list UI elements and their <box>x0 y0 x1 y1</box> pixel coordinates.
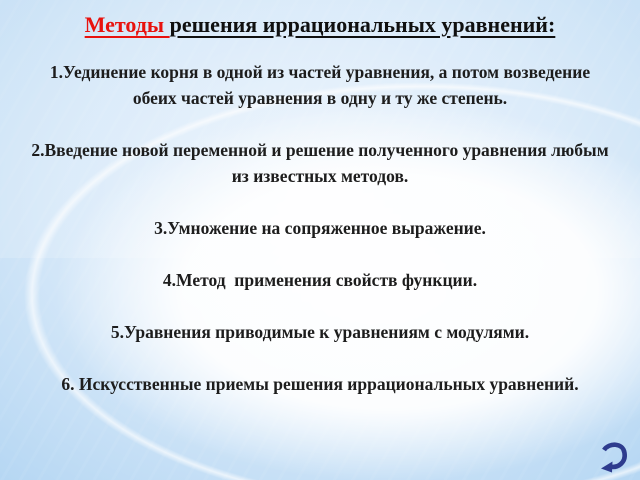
list-item: 1.Уединение корня в одной из частей уравнения, а потом возведение обеих частей уравнения в одну и ту же степень. <box>49 62 595 108</box>
title-highlight-word: Методы <box>84 12 170 37</box>
list-item: 5.Уравнения приводимые к уравнениям с модулями. <box>110 322 530 342</box>
title-rest: решения иррациональных уравнений: <box>169 12 556 37</box>
list-item: 2.Введение новой переменной и решение полученного уравнения любым из известных методов. <box>31 140 614 186</box>
list-item: 6. Искусственные приемы решения иррациональных уравнений. <box>61 374 579 394</box>
back-arrow-button[interactable] <box>599 441 629 475</box>
methods-list <box>0 59 640 397</box>
list-item: 3.Умножение на сопряженное выражение. <box>154 218 486 238</box>
page-title <box>0 0 640 40</box>
curved-back-arrow-icon <box>599 441 629 475</box>
list-item: 4.Метод применения свойств функции. <box>162 270 478 290</box>
